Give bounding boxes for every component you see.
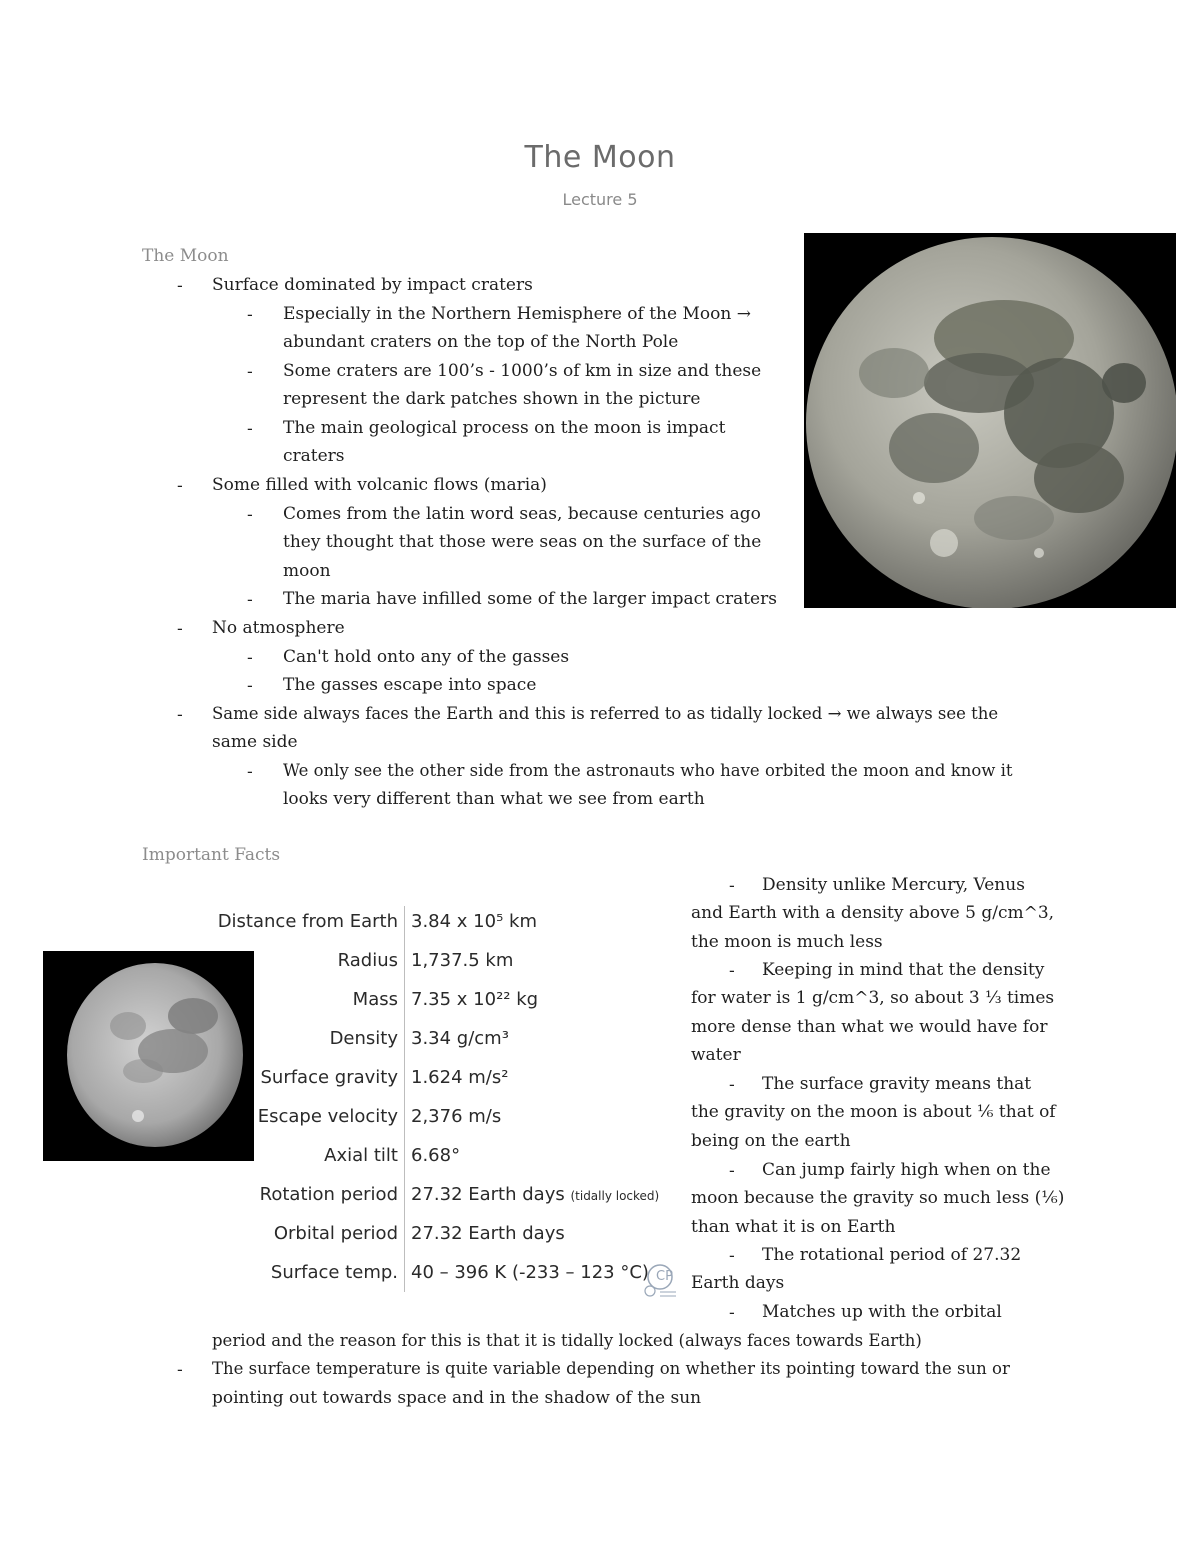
fact-label: Surface gravity <box>260 1067 398 1088</box>
table-row <box>158 1214 678 1253</box>
bullet-dash: - <box>177 1360 183 1380</box>
section-heading-facts: Important Facts <box>142 845 281 865</box>
fact-value: 40 – 396 K (-233 – 123 °C) <box>411 1262 649 1283</box>
fact-value: 27.32 Earth days <box>411 1184 565 1205</box>
fact-value-with-note <box>411 1175 659 1216</box>
note-line: than what it is on Earth <box>691 1217 896 1237</box>
list-item: No atmosphere <box>212 618 345 638</box>
table-row <box>158 980 678 1019</box>
bullet-dash: - <box>729 961 735 981</box>
bullet-dash: - <box>247 505 253 525</box>
table-row <box>158 941 678 980</box>
note-line: The surface temperature is quite variable depending on whether its pointing toward the sun or <box>212 1359 1010 1378</box>
note-line: period and the reason for this is that it is tidally locked (always faces towards Earth) <box>212 1331 922 1350</box>
fact-label: Surface temp. <box>270 1262 398 1283</box>
list-item: The main geological process on the moon is impact <box>283 418 726 438</box>
fact-note: (tidally locked) <box>570 1189 660 1203</box>
note-line: Keeping in mind that the density <box>762 960 1045 980</box>
bullet-dash: - <box>729 1161 735 1181</box>
bullet-dash: - <box>247 676 253 696</box>
bullet-dash: - <box>247 419 253 439</box>
watermark-logo <box>630 1262 678 1298</box>
section-heading-moon: The Moon <box>142 246 229 266</box>
note-line: for water is 1 g/cm^3, so about 3 ⅓ times <box>691 988 1055 1008</box>
fact-label: Radius <box>337 950 398 971</box>
table-row <box>158 1136 678 1175</box>
list-item: Same side always faces the Earth and this is referred to as tidally locked → we always see the <box>212 704 999 723</box>
fact-label: Rotation period <box>259 1184 398 1205</box>
note-line: moon because the gravity so much less (⅙) <box>691 1188 1065 1208</box>
table-row <box>158 1253 678 1292</box>
note-line: The rotational period of 27.32 <box>762 1245 1022 1265</box>
fact-label: Density <box>329 1028 398 1049</box>
bullet-dash: - <box>177 705 183 725</box>
page-title: The Moon <box>524 140 676 175</box>
bullet-dash: - <box>177 476 183 496</box>
bullet-dash: - <box>247 648 253 668</box>
list-item: abundant craters on the top of the North Pole <box>283 332 679 352</box>
note-line: pointing out towards space and in the shadow of the sun <box>212 1388 702 1408</box>
table-row <box>158 1175 678 1214</box>
table-row <box>158 1058 678 1097</box>
list-item: Some craters are 100’s - 1000’s of km in size and these <box>283 361 762 381</box>
list-item: Can't hold onto any of the gasses <box>283 647 570 667</box>
full-moon-illustration <box>804 233 1176 608</box>
fact-label: Orbital period <box>273 1223 398 1244</box>
list-item: craters <box>283 446 345 466</box>
page-subtitle: Lecture 5 <box>562 190 638 209</box>
facts-table <box>158 902 678 1292</box>
bullet-dash: - <box>247 362 253 382</box>
note-line: The surface gravity means that <box>762 1074 1032 1094</box>
list-item: moon <box>283 561 331 581</box>
bullet-dash: - <box>177 276 183 296</box>
fact-value: 3.84 x 10⁵ km <box>411 911 537 932</box>
table-row <box>158 902 678 941</box>
bullet-dash: - <box>729 1303 735 1323</box>
fact-value: 27.32 Earth days <box>411 1223 565 1244</box>
note-line: being on the earth <box>691 1131 851 1151</box>
fact-value: 7.35 x 10²² kg <box>411 989 539 1010</box>
bullet-dash: - <box>247 305 253 325</box>
list-item: they thought that those were seas on the surface of the <box>283 532 762 552</box>
note-line: and Earth with a density above 5 g/cm^3, <box>691 903 1055 923</box>
list-item: Especially in the Northern Hemisphere of the Moon → <box>283 304 751 324</box>
full-moon-image <box>804 233 1176 608</box>
fact-value: 3.34 g/cm³ <box>411 1028 509 1049</box>
note-line: Can jump fairly high when on the <box>762 1160 1051 1180</box>
list-item: same side <box>212 732 298 752</box>
table-row <box>158 1097 678 1136</box>
fact-value: 6.68° <box>411 1145 461 1166</box>
bullet-dash: - <box>729 876 735 896</box>
fact-value: 2,376 m/s <box>411 1106 502 1127</box>
bullet-dash: - <box>247 590 253 610</box>
watermark-text: CP <box>656 1269 673 1284</box>
list-item: Some filled with volcanic flows (maria) <box>212 475 547 495</box>
fact-value: 1.624 m/s² <box>411 1067 509 1088</box>
bullet-dash: - <box>729 1246 735 1266</box>
note-line: Matches up with the orbital <box>762 1302 1002 1322</box>
note-line: more dense than what we would have for <box>691 1017 1048 1037</box>
note-line: Earth days <box>691 1273 785 1293</box>
note-line: the moon is much less <box>691 932 883 952</box>
list-item: Surface dominated by impact craters <box>212 275 533 295</box>
fact-value: 1,737.5 km <box>411 950 514 971</box>
note-line: the gravity on the moon is about ⅙ that of <box>691 1102 1056 1122</box>
table-row <box>158 1019 678 1058</box>
fact-label: Escape velocity <box>257 1106 398 1127</box>
fact-label: Distance from Earth <box>217 911 398 932</box>
list-item: represent the dark patches shown in the picture <box>283 389 701 409</box>
list-item: We only see the other side from the astronauts who have orbited the moon and know it <box>283 761 1013 780</box>
bullet-dash: - <box>729 1075 735 1095</box>
bullet-dash: - <box>247 762 253 782</box>
bullet-dash: - <box>177 619 183 639</box>
list-item: The maria have infilled some of the larger impact craters <box>283 589 777 609</box>
list-item: The gasses escape into space <box>283 675 537 695</box>
list-item: looks very different than what we see from earth <box>283 789 705 809</box>
note-line: Density unlike Mercury, Venus <box>762 875 1025 895</box>
fact-label: Mass <box>352 989 398 1010</box>
note-line: water <box>691 1045 741 1065</box>
list-item: Comes from the latin word seas, because centuries ago <box>283 504 761 524</box>
fact-label: Axial tilt <box>324 1145 398 1166</box>
